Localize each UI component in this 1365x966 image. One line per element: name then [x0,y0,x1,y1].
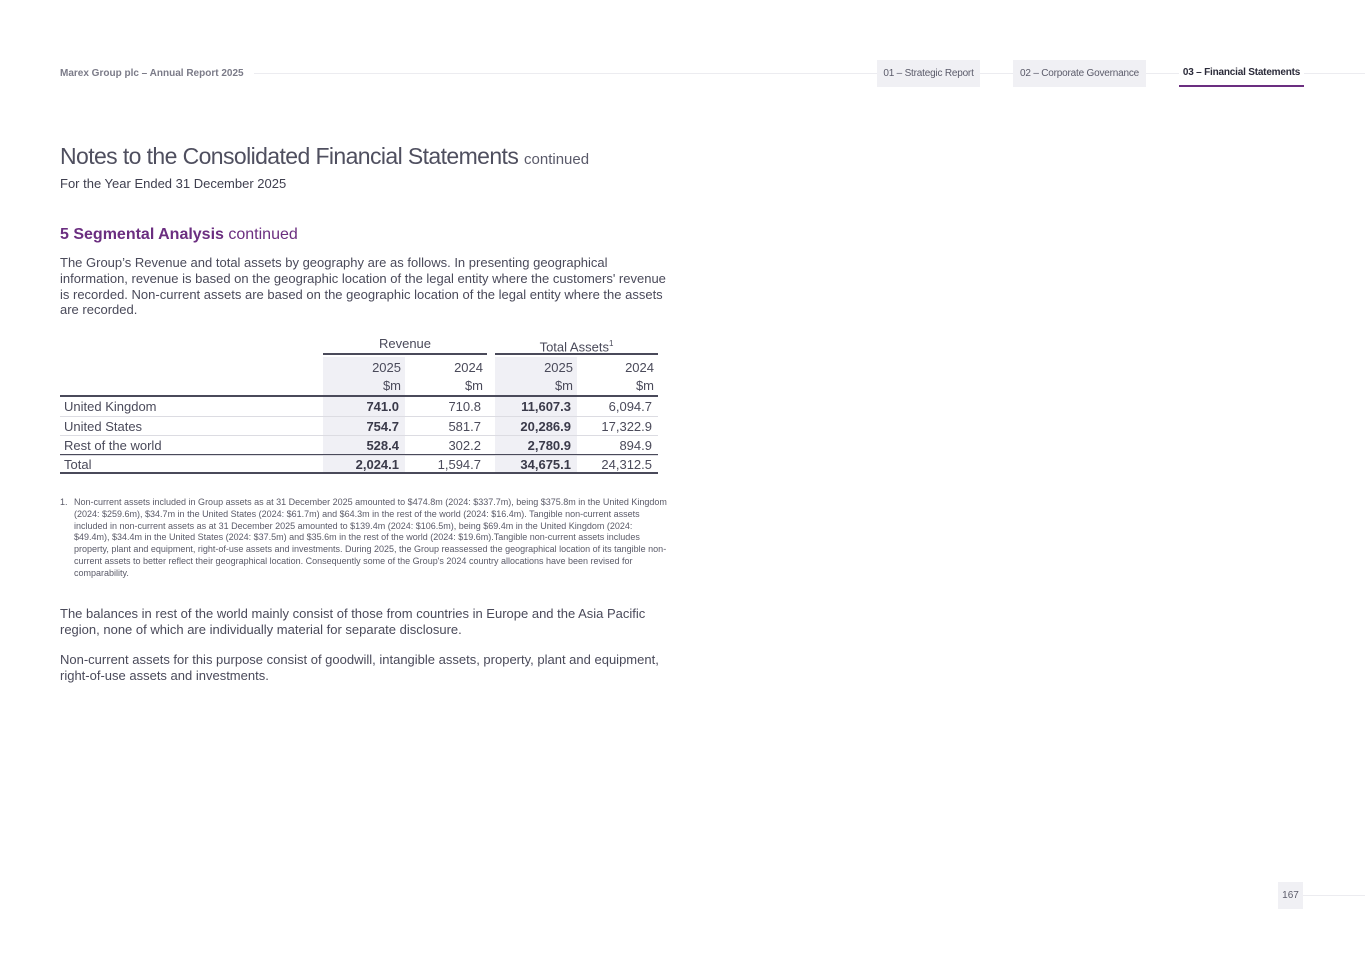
cell-revenue-2025: 528.4 [366,438,399,453]
table-row [60,397,658,417]
section-title-text: 5 Segmental Analysis [60,226,224,243]
cell-revenue-2025: 741.0 [366,399,399,414]
tab-strategic-report[interactable]: 01 – Strategic Report [877,60,980,87]
page-title [60,143,589,170]
page-number: 167 [1278,882,1303,909]
cell-assets-2025: 20,286.9 [520,418,571,434]
section-title-suffix: continued [228,226,298,243]
row-label: Rest of the world [64,438,162,453]
cell-revenue-2024: 302.2 [448,438,481,453]
footnote [60,497,668,580]
tab-corporate-governance[interactable]: 02 – Corporate Governance [1013,60,1146,87]
cell-revenue-2024: 1,594.7 [437,457,481,472]
cell-revenue-2024: 710.8 [448,399,481,414]
group-header-revenue: Revenue [323,334,487,355]
table-row [60,436,658,456]
group-header-total-assets-label: Total Assets [539,339,609,355]
cell-assets-2024: 6,094.7 [608,399,652,414]
page-number-rule [1303,895,1365,896]
body-paragraph: The balances in rest of the world mainly consist of those from countries in Europe and the Asia Pacific region, none of which are individually material for separate disclosure. [60,606,646,637]
header-unit: $m [554,378,573,393]
header-year: 2025 [544,360,573,375]
footnote-number: 1. [60,497,68,507]
header-year: 2024 [454,360,483,375]
cell-assets-2024: 17,322.9 [601,418,652,434]
header-year: 2025 [372,360,401,375]
row-label: United States [64,418,143,434]
section-title [60,226,298,244]
group-header-total-assets [495,334,658,355]
cell-assets-2025: 11,607.3 [521,399,571,414]
footnote-marker: 1 [608,339,614,348]
cell-assets-2024: 894.9 [619,438,652,453]
cell-revenue-2025: 2,024.1 [355,457,399,472]
footnote-text: Non-current assets included in Group assets as at 31 December 2025 amounted to $474.8m (2024: $337.7m), being $375.8m in the United Kingdom (2024: $259.6m), $34.7m in the United States (2024: $61.7m) and $64.3m in the rest of the world (2024: $16.4m). Tangible non-current assets included in non-current assets as at 31 December 2025 amounted to $139.4m (2024: $106.5m), being $69.4m in the United Kingdom (2024: $49.4m), $34.4m in the United States (2024: $37.5m) and $35.6m in the rest of the world (2024: $19.6m).Tangible non-current assets includes property, plant and equipment, right-of-use assets and investments. During 2025, the Group reassessed the geographical location of its tangible non-current assets to better reflect their geographical location. Consequently some of the Group's 2024 country allocations have been revised for comparability. [74,497,667,578]
cell-revenue-2024: 581.7 [448,418,481,434]
report-name: Marex Group plc – Annual Report 2025 [60,68,254,79]
header-unit: $m [382,378,401,393]
header-year: 2024 [625,360,654,375]
cell-assets-2025: 34,675.1 [520,457,571,472]
page-title-text: Notes to the Consolidated Financial Statements [60,143,519,169]
row-label: United Kingdom [64,399,157,414]
body-paragraph: Non-current assets for this purpose consist of goodwill, intangible assets, property, plant and equipment, right-of-use assets and investments. [60,652,659,683]
header-unit: $m [464,378,483,393]
intro-paragraph: The Group’s Revenue and total assets by geography are as follows. In presenting geographical information, revenue is based on the geographic location of the legal entity where the customers' revenue is recorded. Non-current assets are based on the geographic location of the legal entity where the assets are recorded. [60,255,666,318]
cell-revenue-2025: 754.7 [366,418,399,434]
tab-financial-statements[interactable]: 03 – Financial Statements [1179,60,1304,87]
table-total-row [60,454,658,474]
page-title-suffix: continued [524,151,590,168]
page-subtitle: For the Year Ended 31 December 2025 [60,176,287,191]
cell-assets-2025: 2,780.9 [527,438,571,453]
header-unit: $m [635,378,654,393]
table-row [60,417,658,437]
cell-assets-2024: 24,312.5 [601,457,652,472]
row-label: Total [64,457,92,472]
